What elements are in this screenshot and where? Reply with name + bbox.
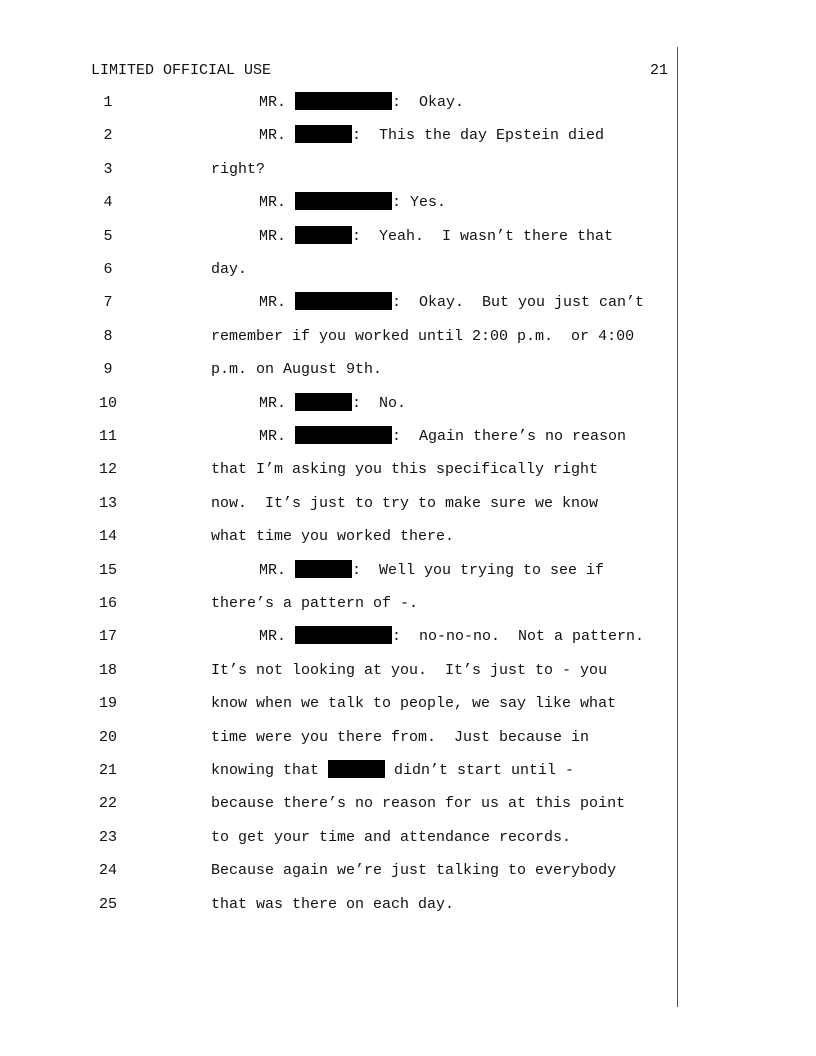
line-number: 18 <box>98 661 117 679</box>
spoken-text: : Okay. <box>392 94 465 111</box>
continuation-line-text <box>211 860 616 882</box>
transcript-line <box>0 326 816 348</box>
line-number: 16 <box>98 595 117 612</box>
line-number: 24 <box>98 862 117 880</box>
spoken-text: to get your time and attendance records. <box>211 828 572 846</box>
spoken-text: that I’m asking you this specifically right <box>211 461 599 479</box>
speaker-prefix: MR. <box>259 194 296 212</box>
line-number: 20 <box>98 728 117 746</box>
speaker-prefix: MR. <box>259 94 296 111</box>
line-number: 12 <box>98 461 117 479</box>
transcript-line <box>0 593 816 615</box>
redaction-box <box>295 292 392 310</box>
spoken-text: remember if you worked until 2:00 p.m. or 4:00 <box>211 327 635 345</box>
speaker-prefix: MR. <box>259 294 296 312</box>
transcript-line <box>0 359 816 381</box>
transcript-line <box>0 626 816 648</box>
spoken-text: It’s not looking at you. It’s just to - you <box>211 661 608 679</box>
spoken-text: right? <box>211 160 266 178</box>
speaker-line-text <box>259 192 446 214</box>
continuation-line-text <box>211 660 607 682</box>
continuation-line-text <box>211 359 382 381</box>
transcript-line <box>0 560 816 582</box>
continuation-line-text <box>211 793 625 815</box>
line-number: 17 <box>98 628 117 646</box>
line-number: 23 <box>98 828 117 846</box>
line-number: 9 <box>103 361 113 379</box>
transcript-line <box>0 860 816 882</box>
redaction-box <box>295 393 352 411</box>
spoken-text: day. <box>211 261 248 278</box>
transcript-line <box>0 493 816 515</box>
redaction-box <box>295 626 392 644</box>
line-number: 10 <box>98 394 117 412</box>
speaker-line-text <box>259 125 604 147</box>
speaker-line-text <box>259 226 613 248</box>
continuation-line-text <box>211 827 571 849</box>
transcript-line <box>0 426 816 448</box>
redaction-box <box>295 560 352 578</box>
line-number: 6 <box>103 261 113 278</box>
spoken-text: : This the day Epstein died <box>352 127 605 145</box>
transcript-line <box>0 827 816 849</box>
speaker-line-text <box>259 393 406 415</box>
transcript-line <box>0 125 816 147</box>
line-number: 14 <box>98 528 117 546</box>
transcript-line <box>0 192 816 214</box>
classification-header: LIMITED OFFICIAL USE <box>91 62 272 79</box>
spoken-text: : Yes. <box>392 194 447 212</box>
transcript-line <box>0 526 816 548</box>
redaction-box <box>295 426 392 444</box>
continuation-line-text <box>211 459 598 481</box>
spoken-text: knowing that <box>211 762 329 779</box>
line-number: 1 <box>103 94 113 111</box>
line-number: 7 <box>103 294 113 312</box>
transcript-line <box>0 727 816 749</box>
continuation-line-text <box>211 894 454 916</box>
line-number: 21 <box>98 762 117 779</box>
continuation-line-text <box>211 526 454 548</box>
page-number: 21 <box>649 62 668 79</box>
speaker-prefix: MR. <box>259 628 296 646</box>
spoken-text-after: didn’t start until - <box>385 762 575 779</box>
spoken-text: : No. <box>352 394 407 412</box>
continuation-line-text <box>211 326 634 348</box>
line-number: 13 <box>98 494 117 512</box>
transcript-line <box>0 292 816 314</box>
continuation-line-text <box>211 593 418 615</box>
spoken-text: : Okay. But you just can’t <box>392 294 645 312</box>
redaction-box <box>295 192 392 210</box>
transcript-line <box>0 660 816 682</box>
spoken-text: time were you there from. Just because in <box>211 728 590 746</box>
speaker-prefix: MR. <box>259 127 296 145</box>
redaction-box <box>328 760 385 778</box>
spoken-text: : no-no-no. Not a pattern. <box>392 628 645 646</box>
transcript-line <box>0 393 816 415</box>
line-number: 25 <box>98 895 117 913</box>
speaker-line-text <box>259 292 644 314</box>
speaker-line-text <box>259 626 644 648</box>
spoken-text: that was there on each day. <box>211 895 455 913</box>
spoken-text: know when we talk to people, we say like what <box>211 695 617 713</box>
line-number: 22 <box>98 795 117 813</box>
line-number: 8 <box>103 327 113 345</box>
spoken-text: what time you worked there. <box>211 528 455 546</box>
speaker-line-text <box>259 426 626 448</box>
transcript-line <box>0 259 816 281</box>
spoken-text: p.m. on August 9th. <box>211 361 383 379</box>
continuation-line-text <box>211 760 574 782</box>
continuation-line-text <box>211 693 616 715</box>
spoken-text: there’s a pattern of -. <box>211 595 419 612</box>
transcript-line <box>0 226 816 248</box>
speaker-prefix: MR. <box>259 561 296 579</box>
continuation-line-text <box>211 493 598 515</box>
redaction-box <box>295 92 392 110</box>
transcript-line <box>0 459 816 481</box>
redaction-box <box>295 226 352 244</box>
transcript-line <box>0 693 816 715</box>
spoken-text: Because again we’re just talking to everybody <box>211 862 617 880</box>
speaker-prefix: MR. <box>259 428 296 445</box>
transcript-line <box>0 159 816 181</box>
spoken-text: : Well you trying to see if <box>352 561 605 579</box>
line-number: 15 <box>98 561 117 579</box>
speaker-line-text <box>259 92 464 114</box>
continuation-line-text <box>211 159 265 181</box>
transcript-line <box>0 92 816 114</box>
redaction-box <box>295 125 352 143</box>
speaker-prefix: MR. <box>259 227 296 245</box>
speaker-line-text <box>259 560 604 582</box>
speaker-prefix: MR. <box>259 394 296 412</box>
line-number: 2 <box>103 127 113 145</box>
transcript-line <box>0 760 816 782</box>
spoken-text: : Again there’s no reason <box>392 428 627 445</box>
transcript-line <box>0 894 816 916</box>
line-number: 11 <box>98 428 117 445</box>
continuation-line-text <box>211 259 247 281</box>
line-number: 3 <box>103 160 113 178</box>
spoken-text: : Yeah. I wasn’t there that <box>352 227 614 245</box>
continuation-line-text <box>211 727 589 749</box>
line-number: 19 <box>98 695 117 713</box>
spoken-text: now. It’s just to try to make sure we know <box>211 494 599 512</box>
line-number: 5 <box>103 227 113 245</box>
spoken-text: because there’s no reason for us at this point <box>211 795 626 813</box>
transcript-line <box>0 793 816 815</box>
line-number: 4 <box>103 194 113 212</box>
